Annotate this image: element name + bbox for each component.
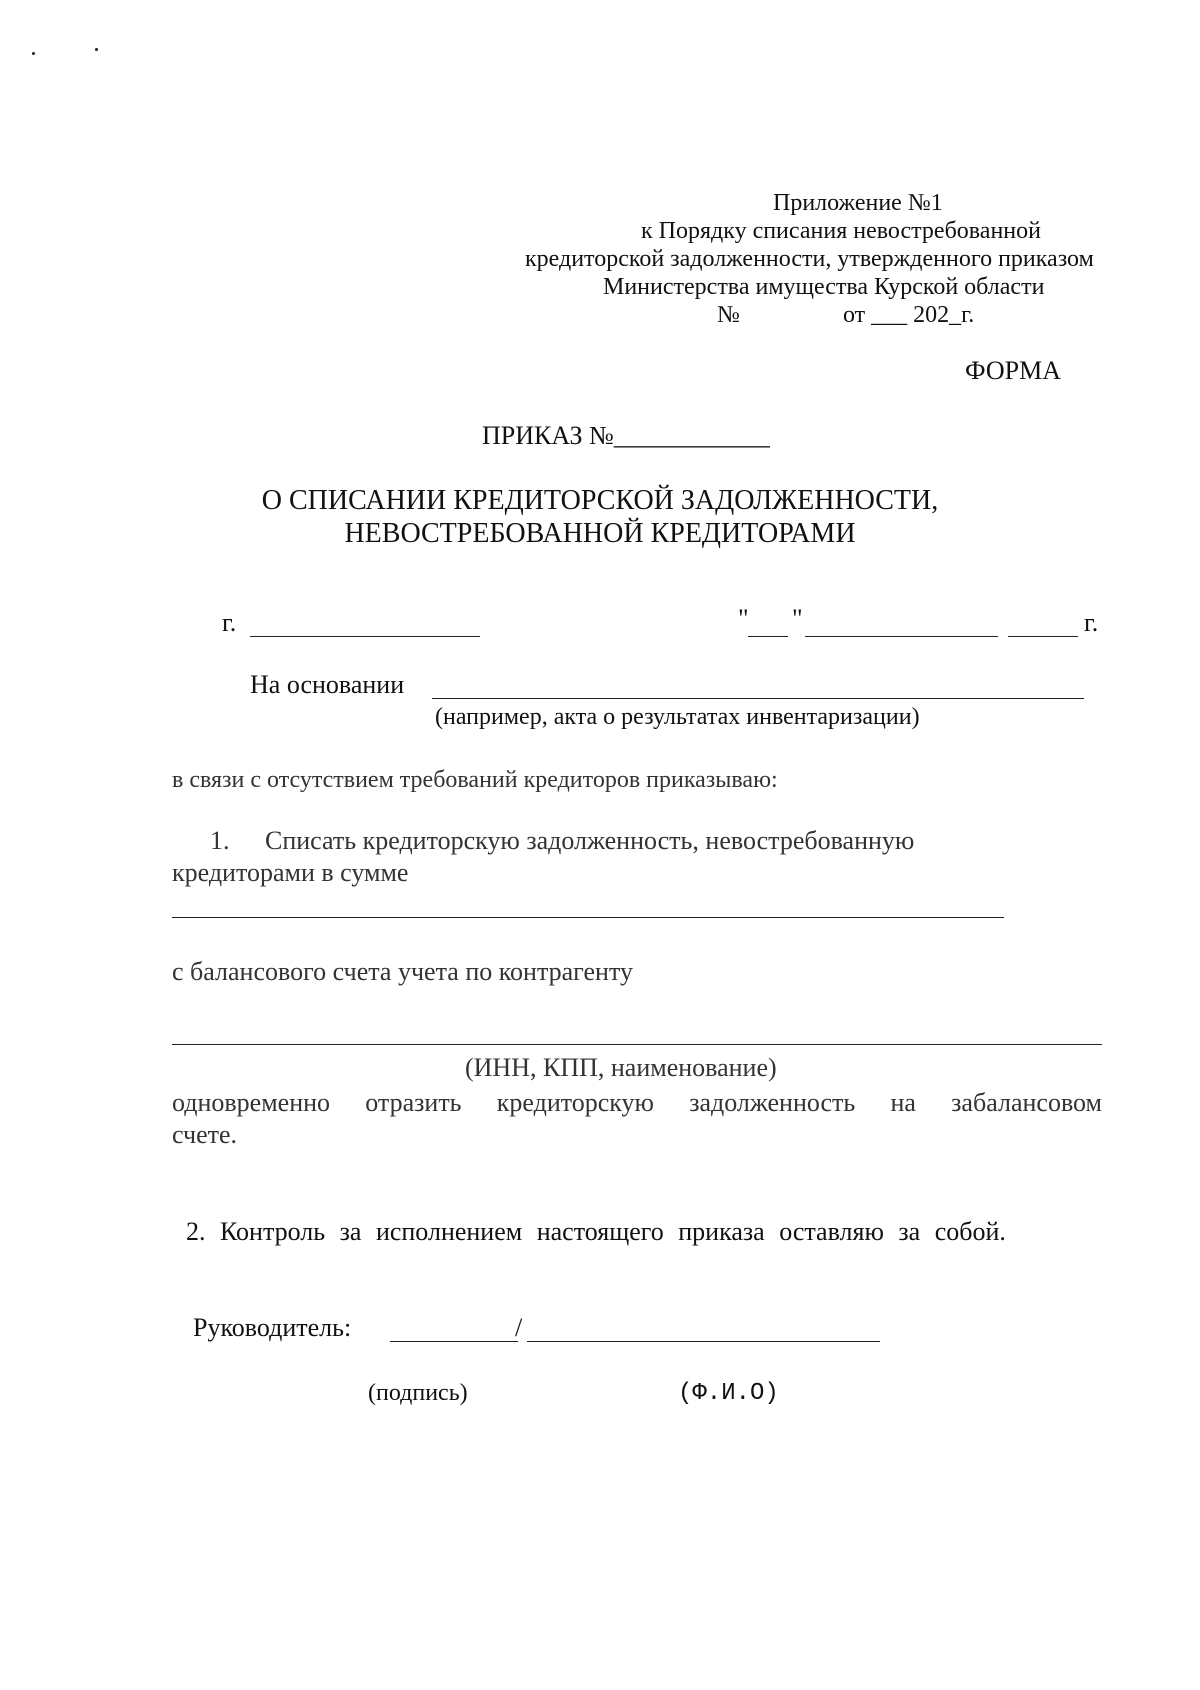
appendix-line-3: кредиторской задолженности, утвержденного приказом: [525, 246, 1094, 272]
order-intro: в связи с отсутствием требований кредиторов приказываю:: [172, 767, 778, 793]
item-1-text: Списать кредиторскую задолженность, невостребованную: [265, 826, 915, 855]
date-quote-close: ": [792, 604, 803, 633]
signature-blank: [390, 1341, 518, 1342]
date-quote-open: ": [738, 604, 749, 633]
counterparty-hint: (ИНН, КПП, наименование): [465, 1053, 777, 1082]
balance-account-text: с балансового счета учета по контрагенту: [172, 957, 633, 986]
order-title-line-1: О СПИСАНИИ КРЕДИТОРСКОЙ ЗАДОЛЖЕННОСТИ,: [261, 485, 939, 516]
signature-separator: /: [515, 1313, 523, 1342]
appendix-date-label: от ___ 202_г.: [843, 302, 975, 328]
appendix-line-1: Приложение №1: [773, 190, 943, 216]
city-blank: [250, 636, 480, 637]
month-blank: [805, 636, 998, 637]
scan-speck: [95, 48, 98, 51]
appendix-line-2: к Порядку списания невостребованной: [641, 218, 1041, 244]
city-prefix: г.: [222, 608, 237, 637]
item-1-number: 1.: [210, 826, 230, 855]
scan-speck: [32, 52, 35, 55]
name-blank: [527, 1341, 880, 1342]
appendix-line-4: Министерства имущества Курской области: [603, 274, 1045, 300]
basis-hint: (например, акта о результатах инвентаризации): [435, 704, 920, 730]
item-1-continuation: кредиторами в сумме: [172, 858, 409, 887]
offbalance-text-line-2: счете.: [172, 1120, 238, 1149]
item-2-text: 2. Контроль за исполнением настоящего приказа оставляю за собой.: [186, 1217, 1006, 1246]
counterparty-blank: [172, 1044, 1102, 1045]
basis-label: На основании: [250, 670, 405, 699]
order-number-label: ПРИКАЗ №____________: [482, 421, 770, 450]
name-hint: (Ф.И.О): [678, 1380, 779, 1407]
basis-blank: [432, 698, 1084, 699]
day-blank: [748, 636, 788, 637]
offbalance-text-line-1: одновременно отразить кредиторскую задолженность на забалансовом: [172, 1088, 1102, 1117]
year-suffix: г.: [1084, 608, 1099, 637]
signature-hint: (подпись): [368, 1380, 468, 1406]
form-label: ФОРМА: [965, 356, 1061, 385]
year-blank: [1008, 636, 1078, 637]
order-title-line-2: НЕВОСТРЕБОВАННОЙ КРЕДИТОРАМИ: [344, 518, 856, 549]
signature-label: Руководитель:: [193, 1313, 352, 1342]
appendix-number-label: №: [717, 302, 740, 328]
amount-blank: [172, 917, 1004, 918]
